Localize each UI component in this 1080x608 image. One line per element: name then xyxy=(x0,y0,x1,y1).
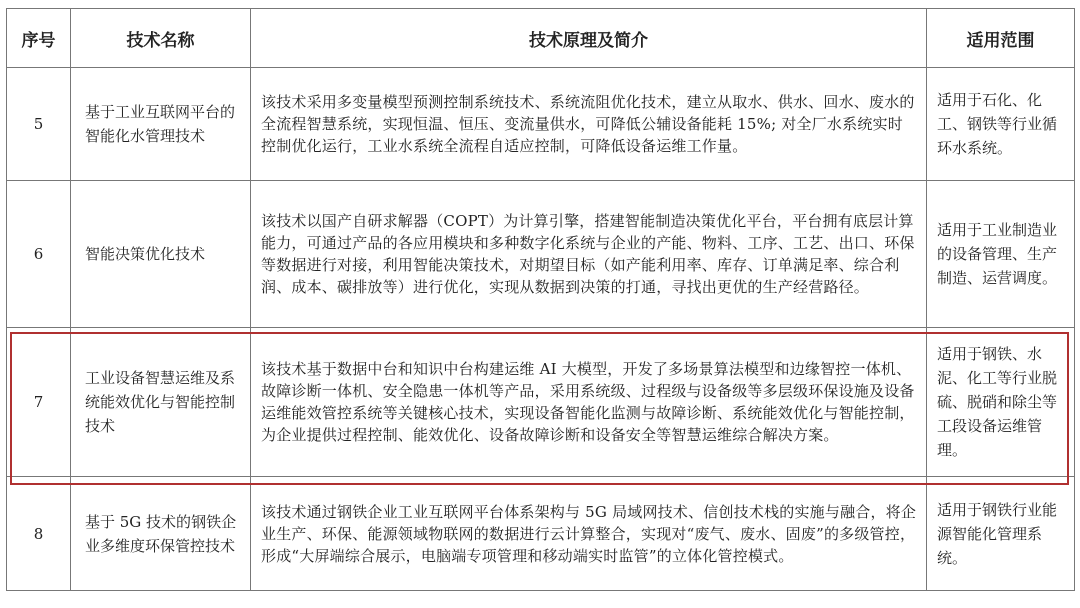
tech-name: 智能决策优化技术 xyxy=(71,181,251,328)
tech-name: 基于工业互联网平台的智能化水管理技术 xyxy=(71,68,251,181)
row-number: 8 xyxy=(7,477,71,591)
document-page xyxy=(6,8,1074,598)
header-tech-name: 技术名称 xyxy=(71,9,251,68)
header-scope: 适用范围 xyxy=(927,9,1075,68)
tech-scope: 适用于钢铁行业能源智能化管理系统。 xyxy=(927,477,1075,591)
row-number: 5 xyxy=(7,68,71,181)
tech-description: 该技术基于数据中台和知识中台构建运维 AI 大模型，开发了多场景算法模型和边缘智控一体机、故障诊断一体机、安全隐患一体机等产品，采用系统级、过程级与设备级等多层级环保设施及设备运维能效管控系统等关键核心技术，实现设备智能化监测与故障诊断、系统能效优化与智能控制，为企业提供过程控制、能效优化、设备故障诊断和设备安全等智慧运维综合解决方案。 xyxy=(251,328,927,477)
table-header-row xyxy=(7,9,1075,68)
technology-table xyxy=(6,8,1075,591)
tech-description: 该技术通过钢铁企业工业互联网平台体系架构与 5G 局域网技术、信创技术栈的实施与融合，将企业生产、环保、能源领域物联网的数据进行云计算整合，实现对“废气、废水、固废”的多级管控，形成“大屏端综合展示，电脑端专项管理和移动端实时监管”的立体化管控模式。 xyxy=(251,477,927,591)
table-row-highlighted xyxy=(7,328,1075,477)
tech-scope: 适用于工业制造业的设备管理、生产制造、运营调度。 xyxy=(927,181,1075,328)
row-number: 6 xyxy=(7,181,71,328)
tech-description: 该技术以国产自研求解器（COPT）为计算引擎，搭建智能制造决策优化平台，平台拥有底层计算能力，可通过产品的各应用模块和多种数字化系统与企业的产能、物料、工序、工艺、出口、环保等数据进行对接，利用智能决策技术，对期望目标（如产能利用率、库存、订单满足率、综合利润、成本、碳排放等）进行优化，实现从数据到决策的打通，寻找出更优的生产经营路径。 xyxy=(251,181,927,328)
tech-name: 工业设备智慧运维及系统能效优化与智能控制技术 xyxy=(71,328,251,477)
tech-scope: 适用于钢铁、水泥、化工等行业脱硫、脱硝和除尘等工段设备运维管理。 xyxy=(927,328,1075,477)
row-number: 7 xyxy=(7,328,71,477)
table-row xyxy=(7,181,1075,328)
header-number: 序号 xyxy=(7,9,71,68)
table-row xyxy=(7,477,1075,591)
tech-name: 基于 5G 技术的钢铁企业多维度环保管控技术 xyxy=(71,477,251,591)
table-row xyxy=(7,68,1075,181)
tech-description: 该技术采用多变量模型预测控制系统技术、系统流阻优化技术，建立从取水、供水、回水、废水的全流程智慧系统，实现恒温、恒压、变流量供水，可降低公辅设备能耗 15%; 对全厂水系统实时控制优化运行，工业水系统全流程自适应控制，可降低设备运维工作量。 xyxy=(251,68,927,181)
tech-scope: 适用于石化、化工、钢铁等行业循环水系统。 xyxy=(927,68,1075,181)
header-principle: 技术原理及简介 xyxy=(251,9,927,68)
